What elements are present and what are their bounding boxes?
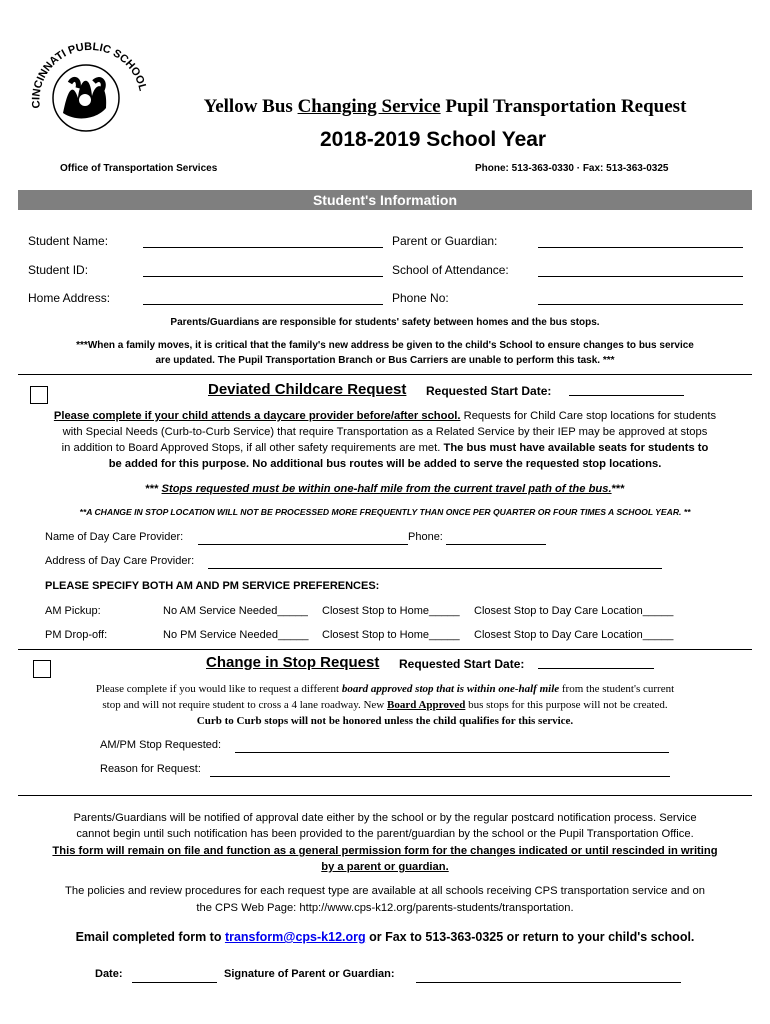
deviated-start-date-field[interactable]	[569, 395, 684, 396]
change-stop-start-date-label: Requested Start Date:	[399, 657, 525, 671]
daycare-address-label: Address of Day Care Provider:	[45, 555, 195, 567]
change-stop-checkbox[interactable]	[33, 660, 51, 678]
phone-field[interactable]	[538, 304, 743, 305]
form-title: Yellow Bus Changing Service Pupil Transportation Request	[203, 96, 687, 117]
specify-label: PLEASE SPECIFY BOTH AM AND PM SERVICE PREFERENCES:	[45, 580, 380, 592]
change-stop-start-date-field[interactable]	[538, 668, 654, 669]
footer-para-4: by a parent or guardian.	[321, 861, 449, 873]
deviated-para-1: Please complete if your child attends a daycare provider before/after school. Requests for Child Care stop locations for students	[53, 410, 717, 422]
footer-para-2: cannot begin until such notification has been provided to the parent/guardian by the school or the Pupil Transportation Office.	[76, 828, 694, 840]
deviated-para-2: with Special Needs (Curb-to-Curb Service) that require Transportation as a Related Service by their IEP may be approved at stops	[62, 426, 708, 438]
ampm-stop-label: AM/PM Stop Requested:	[100, 739, 222, 751]
phone-label: Phone No:	[392, 291, 449, 305]
date-label: Date:	[95, 968, 123, 980]
am-option-daycare[interactable]: Closest Stop to Day Care Location_____	[474, 605, 674, 617]
reason-field[interactable]	[210, 776, 670, 777]
deviated-checkbox[interactable]	[30, 386, 48, 404]
safety-note: Parents/Guardians are responsible for students' safety between homes and the bus stops.	[170, 317, 600, 328]
parent-label: Parent or Guardian:	[392, 234, 498, 248]
daycare-name-label: Name of Day Care Provider:	[45, 531, 184, 543]
parent-field[interactable]	[538, 247, 743, 248]
student-name-label: Student Name:	[28, 234, 109, 248]
office-phone: Phone: 513-363-0330 · Fax: 513-363-0325	[475, 163, 669, 174]
change-para-1: Please complete if you would like to request a different board approved stop that is within one-half mile from the student's current	[95, 683, 675, 695]
change-para-3: Curb to Curb stops will not be honored unless the child qualifies for this service.	[196, 715, 574, 727]
daycare-phone-field[interactable]	[446, 544, 546, 545]
footer-para-6: the CPS Web Page: http://www.cps-k12.org/parents-students/transportation.	[196, 902, 574, 914]
school-year: 2018-2019 School Year	[320, 128, 547, 151]
pm-label: PM Drop-off:	[45, 629, 108, 641]
ampm-stop-field[interactable]	[235, 752, 669, 753]
am-label: AM Pickup:	[45, 605, 101, 617]
office-name: Office of Transportation Services	[60, 163, 218, 174]
pm-option-daycare[interactable]: Closest Stop to Day Care Location_____	[474, 629, 674, 641]
deviated-para-6: **A CHANGE IN STOP LOCATION WILL NOT BE PROCESSED MORE FREQUENTLY THAN ONCE PER QUARTER OR FOUR TIMES A SCHOOL YEAR. **	[79, 507, 691, 517]
daycare-address-field[interactable]	[208, 568, 662, 569]
signature-label: Signature of Parent or Guardian:	[224, 968, 395, 980]
divider	[18, 649, 752, 650]
daycare-phone-label: Phone:	[408, 531, 443, 543]
student-id-label: Student ID:	[28, 263, 89, 277]
school-label: School of Attendance:	[392, 263, 509, 277]
daycare-name-field[interactable]	[198, 544, 408, 545]
date-field[interactable]	[132, 982, 217, 983]
email-instructions: Email completed form to transform@cps-k12.org or Fax to 513-363-0325 or return to your child's school.	[75, 930, 695, 944]
change-stop-heading: Change in Stop Request	[206, 654, 380, 671]
pm-option-none[interactable]: No PM Service Needed_____	[163, 629, 309, 641]
change-para-2: stop and will not require student to cross a 4 lane roadway. New Board Approved bus stops for this purpose will not be created.	[102, 699, 668, 711]
home-address-field[interactable]	[143, 304, 383, 305]
deviated-para-5: *** Stops requested must be within one-half mile from the current travel path of the bus.***	[145, 483, 625, 495]
cps-logo	[28, 38, 153, 138]
am-option-home[interactable]: Closest Stop to Home_____	[322, 605, 460, 617]
divider	[18, 795, 752, 796]
signature-field[interactable]	[416, 982, 681, 983]
home-address-label: Home Address:	[28, 291, 111, 305]
divider	[18, 374, 752, 375]
deviated-heading: Deviated Childcare Request	[208, 381, 407, 398]
reason-label: Reason for Request:	[100, 763, 201, 775]
pm-option-home[interactable]: Closest Stop to Home_____	[322, 629, 460, 641]
deviated-para-4: be added for this purpose. No additional bus routes will be added to serve the requested stop locations.	[108, 458, 662, 470]
email-link[interactable]: transform@cps-k12.org	[224, 930, 366, 944]
footer-para-1: Parents/Guardians will be notified of approval date either by the school or by the regular postcard notification process. Service	[73, 812, 697, 824]
school-field[interactable]	[538, 276, 743, 277]
student-name-field[interactable]	[143, 247, 383, 248]
footer-para-5: The policies and review procedures for each request type are available at all schools receiving CPS transportation service and on	[65, 885, 705, 897]
student-id-field[interactable]	[143, 276, 383, 277]
section-banner: Student's Information	[18, 190, 752, 210]
deviated-start-date-label: Requested Start Date:	[426, 384, 552, 398]
am-option-none[interactable]: No AM Service Needed_____	[163, 605, 308, 617]
footer-para-3: This form will remain on file and function as a general permission form for the changes indicated or until rescinded in writing	[52, 845, 718, 857]
logo-text: CINCINNATI PUBLIC SCHOOL	[30, 40, 149, 109]
move-note-line1: ***When a family moves, it is critical that the family's new address be given to the child's School to ensure changes to bus service	[76, 340, 694, 351]
deviated-para-3: in addition to Board Approved Stops, if all other safety requirements are met. The bus must have available seats for students to	[61, 442, 709, 454]
move-note-line2: are updated. The Pupil Transportation Branch or Bus Carriers are unable to perform this task. ***	[155, 355, 615, 366]
